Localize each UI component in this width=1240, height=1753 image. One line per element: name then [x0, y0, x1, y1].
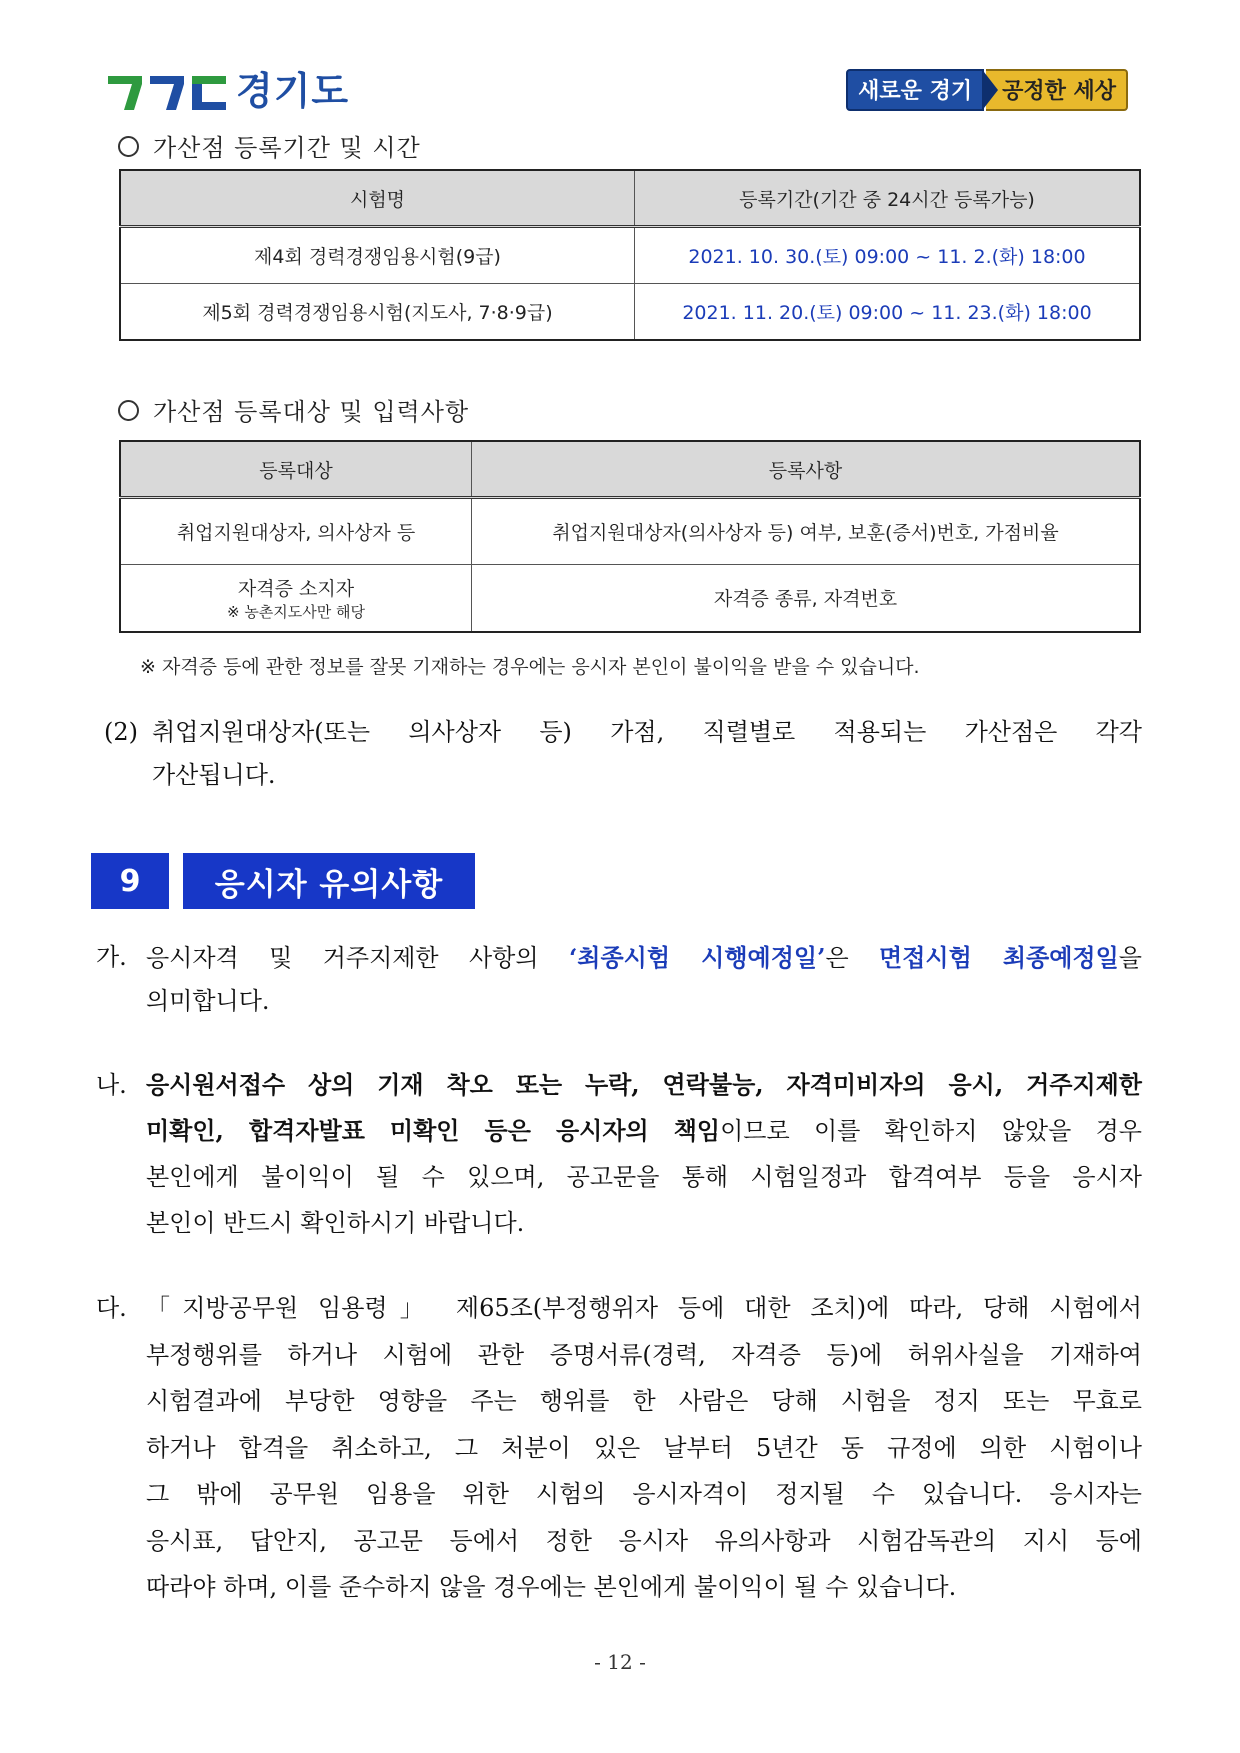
slogan-left: 새로운 경기	[846, 69, 984, 111]
item-da-line: 그 밖에 공무원 임용을 위한 시험의 응시자격이 정지될 수 있습니다. 응시자는	[146, 1480, 1142, 1508]
item-ga-line2: 의미합니다.	[146, 987, 270, 1015]
exam-name: 제5회 경력경쟁임용시험(지도사, 7·8·9급)	[120, 284, 635, 340]
circle-bullet-icon	[118, 136, 139, 157]
item-na	[96, 1062, 1142, 1246]
registration-target-table	[119, 440, 1141, 633]
heading-registration-period: 가산점 등록기간 및 시간	[118, 128, 421, 163]
target: 자격증 소지자	[237, 577, 355, 600]
item-da-line: 시험결과에 부당한 영향을 주는 행위를 한 사람은 당해 시험을 정지 또는 무효로	[146, 1387, 1142, 1415]
page-number: - 12 -	[594, 1650, 646, 1674]
registration-period: 2021. 10. 30.(토) 09:00 ~ 11. 2.(화) 18:00	[635, 227, 1141, 284]
item-label: 가.	[96, 943, 127, 971]
item-da-line: 부정행위를 하거나 시험에 관한 증명서류(경력, 자격증 등)에 허위사실을 기재하여	[146, 1340, 1142, 1369]
item-ga	[96, 936, 1142, 1023]
exam-name: 제4회 경력경쟁임용시험(9급)	[120, 227, 635, 284]
table-row	[120, 498, 1140, 565]
item-na-line2: 미확인, 합격자발표 미확인 등은 응시자의 책임이므로 이를 확인하지 않았을 경우	[146, 1116, 1142, 1145]
item-ga-line1: 응시자격 및 거주지제한 사항의 ‘최종시험 시행예정일’은 면접시험 최종예정일을	[146, 943, 1142, 972]
target-cell	[120, 565, 472, 632]
item-2	[104, 711, 1142, 797]
logo-text: 경기도	[236, 69, 350, 113]
registration-period-table	[119, 169, 1141, 341]
item-da-line: 응시표, 답안지, 공고문 등에서 정한 응시자 유의사항과 시험감독관의 지시 등에	[146, 1526, 1142, 1555]
table-header: 등록기간(기간 중 24시간 등록가능)	[635, 170, 1141, 227]
gyeonggi-logo-mark-icon	[108, 70, 228, 112]
highlight-interview-date: 면접시험 최종예정일	[879, 943, 1119, 972]
table-row	[120, 227, 1140, 284]
table-header: 등록사항	[472, 441, 1141, 498]
target-note: ※ 농촌지도사만 해당	[226, 602, 366, 621]
register-items: 자격증 종류, 자격번호	[472, 565, 1141, 632]
item-da-line: 하거나 합격을 취소하고, 그 처분이 있은 날부터 5년간 동 규정에 의한 시험이나	[146, 1433, 1142, 1462]
item-label: 나.	[96, 1071, 127, 1099]
item-2-line1: 취업지원대상자(또는 의사상자 등) 가점, 직렬별로 적용되는 가산점은 각각	[152, 718, 1142, 746]
item-na-line4: 본인이 반드시 확인하시기 바랍니다.	[146, 1209, 525, 1237]
section-title: 응시자 유의사항	[183, 853, 475, 909]
item-da-line: 「지방공무원 임용령」 제65조(부정행위자 등에 대한 조치)에 따라, 당해 시험에서	[146, 1294, 1142, 1322]
circle-bullet-icon	[118, 400, 139, 421]
highlight-final-exam-date: ‘최종시험 시행예정일’	[568, 943, 826, 972]
registration-period: 2021. 11. 20.(토) 09:00 ~ 11. 23.(화) 18:00	[635, 284, 1141, 340]
item-na-line3: 본인에게 불이익이 될 수 있으며, 공고문을 통해 시험일정과 합격여부 등을 응시자	[146, 1163, 1142, 1191]
item-2-line2: 가산됩니다.	[152, 761, 276, 789]
slogan-badge	[846, 70, 1128, 110]
table-header: 시험명	[120, 170, 635, 227]
item-label: (2)	[104, 718, 138, 746]
section-number: 9	[91, 853, 169, 909]
item-da-line: 따라야 하며, 이를 준수하지 않을 경우에는 본인에게 불이익이 될 수 있습니다.	[146, 1573, 957, 1601]
slogan-right: 공정한 세상	[986, 69, 1128, 111]
warning-note: ※ 자격증 등에 관한 정보를 잘못 기재하는 경우에는 응시자 본인이 불이익을 받을 수 있습니다.	[140, 656, 920, 678]
target: 취업지원대상자, 의사상자 등	[120, 498, 472, 565]
table-header: 등록대상	[120, 441, 472, 498]
slogan-chevron-icon	[984, 72, 998, 108]
item-na-line1: 응시원서접수 상의 기재 착오 또는 누락, 연락불능, 자격미비자의 응시, 거주지제한	[146, 1070, 1142, 1099]
register-items: 취업지원대상자(의사상자 등) 여부, 보훈(증서)번호, 가점비율	[472, 498, 1141, 565]
item-da	[96, 1285, 1142, 1611]
heading-registration-target: 가산점 등록대상 및 입력사항	[118, 392, 469, 427]
item-label: 다.	[96, 1294, 127, 1322]
gyeonggi-logo	[108, 66, 388, 116]
table-row	[120, 284, 1140, 340]
table-row	[120, 565, 1140, 632]
